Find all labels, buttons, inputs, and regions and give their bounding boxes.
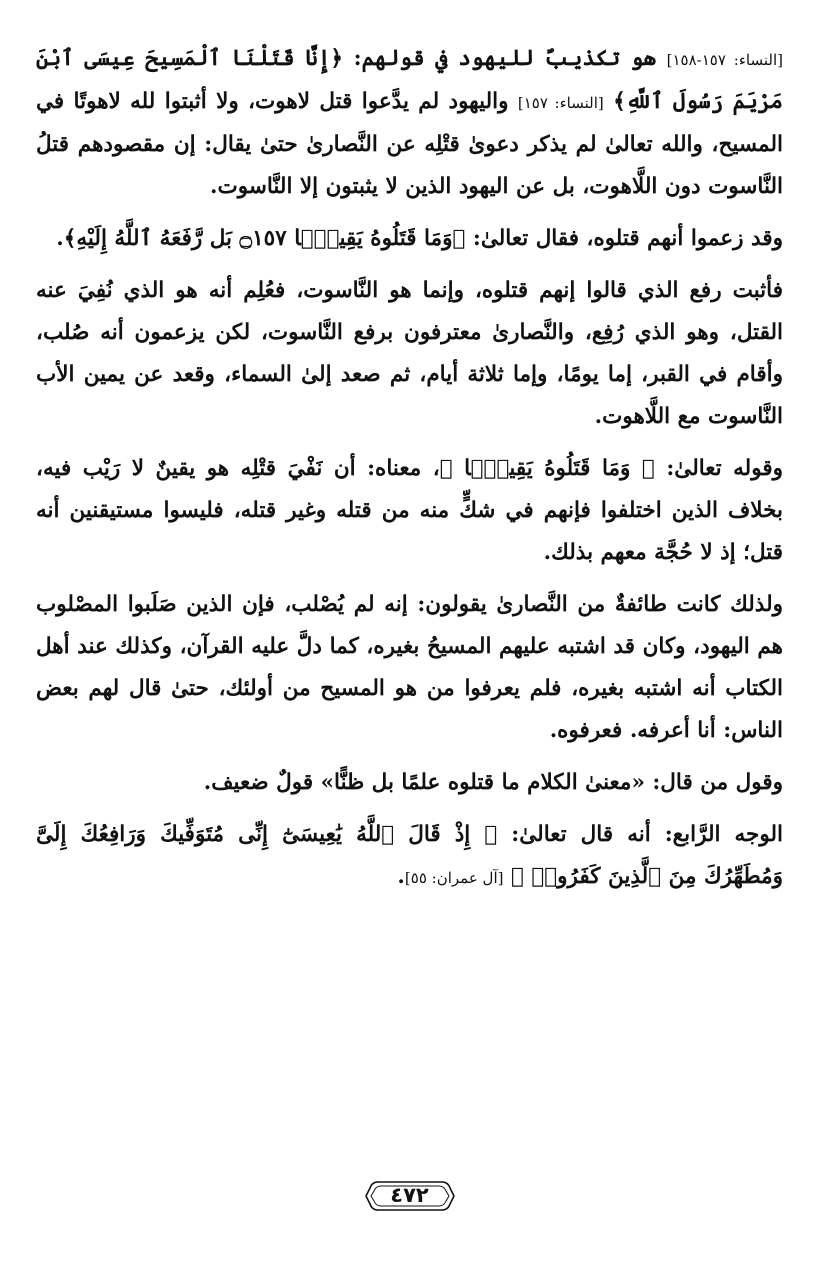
paragraph-2: [36, 218, 783, 260]
quran-verse: ﴿إِنَّا قَتَلْنَا ٱلْمَسِيحَ عِيسَى ٱبْنَ مَرْيَمَ رَسُولَ ٱللَّهِ﴾: [36, 46, 783, 114]
page-body: [36, 38, 783, 1280]
paragraph-text: أنه قال تعالىٰ:: [497, 822, 665, 847]
paragraph-1: [36, 38, 783, 208]
paragraph-text: وقول من قال: «معنىٰ الكلام ما قتلوه علمًا بل ظنًّا» قولٌ ضعيف.: [203, 770, 783, 795]
quran-verse: ﴿ إِذْ قَالَ ٱللَّهُ يَٰعِيسَىٰٓ إِنِّى مُتَوَفِّيكَ وَرَافِعُكَ إِلَىَّ وَمُطَهِّرُكَ مِنَ ٱلَّذِينَ كَفَرُوا۟ ﴾: [36, 822, 783, 889]
page-number: [364, 1176, 456, 1216]
paragraph-5: [36, 584, 783, 752]
paragraph-text: ولذلك كانت طائفةٌ من النَّصارىٰ يقولون: إنه لم يُصْلب، فإن الذين صَلَبوا المصْلوب هم اليهود، وكان قد اشتبه عليهم المسيحُ بغيره، كما دلَّ عليه القرآن، وكذلك عند أهل الكتاب أنه اشتبه بغيره، فلم يعرفوا من هو المسيح من أولئك، حتىٰ قال لهم بعض الناس: أنا أعرفه. فعرفوه.: [36, 592, 783, 743]
paragraph-7: [36, 814, 783, 899]
paragraph-4: [36, 448, 783, 574]
quran-verse: ﴿وَمَا قَتَلُوهُ يَقِينًۢا ۝١٥٧ بَل رَّفَعَهُ ٱللَّهُ إِلَيْهِ﴾: [63, 226, 466, 251]
paragraph-text: .: [56, 226, 64, 251]
page-number-label: ٤٧٢: [390, 1183, 429, 1207]
quran-reference: [آل عمران: ٥٥]: [404, 869, 504, 887]
paragraph-3: [36, 270, 783, 438]
paragraph-text: واليهود لم يدَّعوا قتل لاهوت، ولا أثبتوا لله لاهوتًا في المسيح، والله تعالىٰ لم يذكر دعوىٰ قتْلِه عن النَّصارىٰ حتىٰ يقال: إن مقصودهم قتلُ النَّاسوت دون اللَّاهوت، بل عن اليهود الذين لا يثبتون إلا النَّاسوت.: [36, 89, 783, 199]
paragraph-6: [36, 762, 783, 804]
quran-verse: ﴿ وَمَا قَتَلُوهُ يَقِينًۢا ﴾: [439, 456, 655, 481]
paragraph-text: ، معناه: أن نَفْيَ قتْلِه هو يقينٌ لا رَيْب فيه، بخلاف الذين اختلفوا فإنهم في شكٍّ منه من قتله وغير قتله، فليسوا مستيقنين أنه قتل؛ إذ لا حُجَّة معهم بذلك.: [36, 456, 783, 565]
quran-reference: [النساء: ١٥٧]: [517, 94, 604, 112]
paragraph-text: هو تكذيبٌ لليهود في قولهم:: [343, 46, 667, 71]
paragraph-text: .: [397, 864, 405, 889]
section-heading: الوجه الرَّابع:: [664, 822, 783, 847]
paragraph-text: [604, 89, 613, 114]
paragraph-text: فأثبت رفع الذي قالوا إنهم قتلوه، وإنما هو النَّاسوت، فعُلِم أنه هو الذي نُفِيَ عنه القتل، وهو الذي رُفِع، والنَّصارىٰ معترفون برفع النَّاسوت، لكن يزعمون أنه صُلب، وأقام في القبر، إما يومًا، وإما ثلاثة أيام، ثم صعد إلىٰ السماء، وقعد عن يمين الأب النَّاسوت مع اللَّاهوت.: [36, 278, 783, 429]
paragraph-text: [503, 864, 511, 889]
paragraph-text: وقوله تعالىٰ:: [654, 456, 783, 481]
quran-reference: [النساء: ١٥٧-١٥٨]: [666, 51, 783, 69]
paragraph-text: وقد زعموا أنهم قتلوه، فقال تعالىٰ:: [465, 226, 783, 251]
